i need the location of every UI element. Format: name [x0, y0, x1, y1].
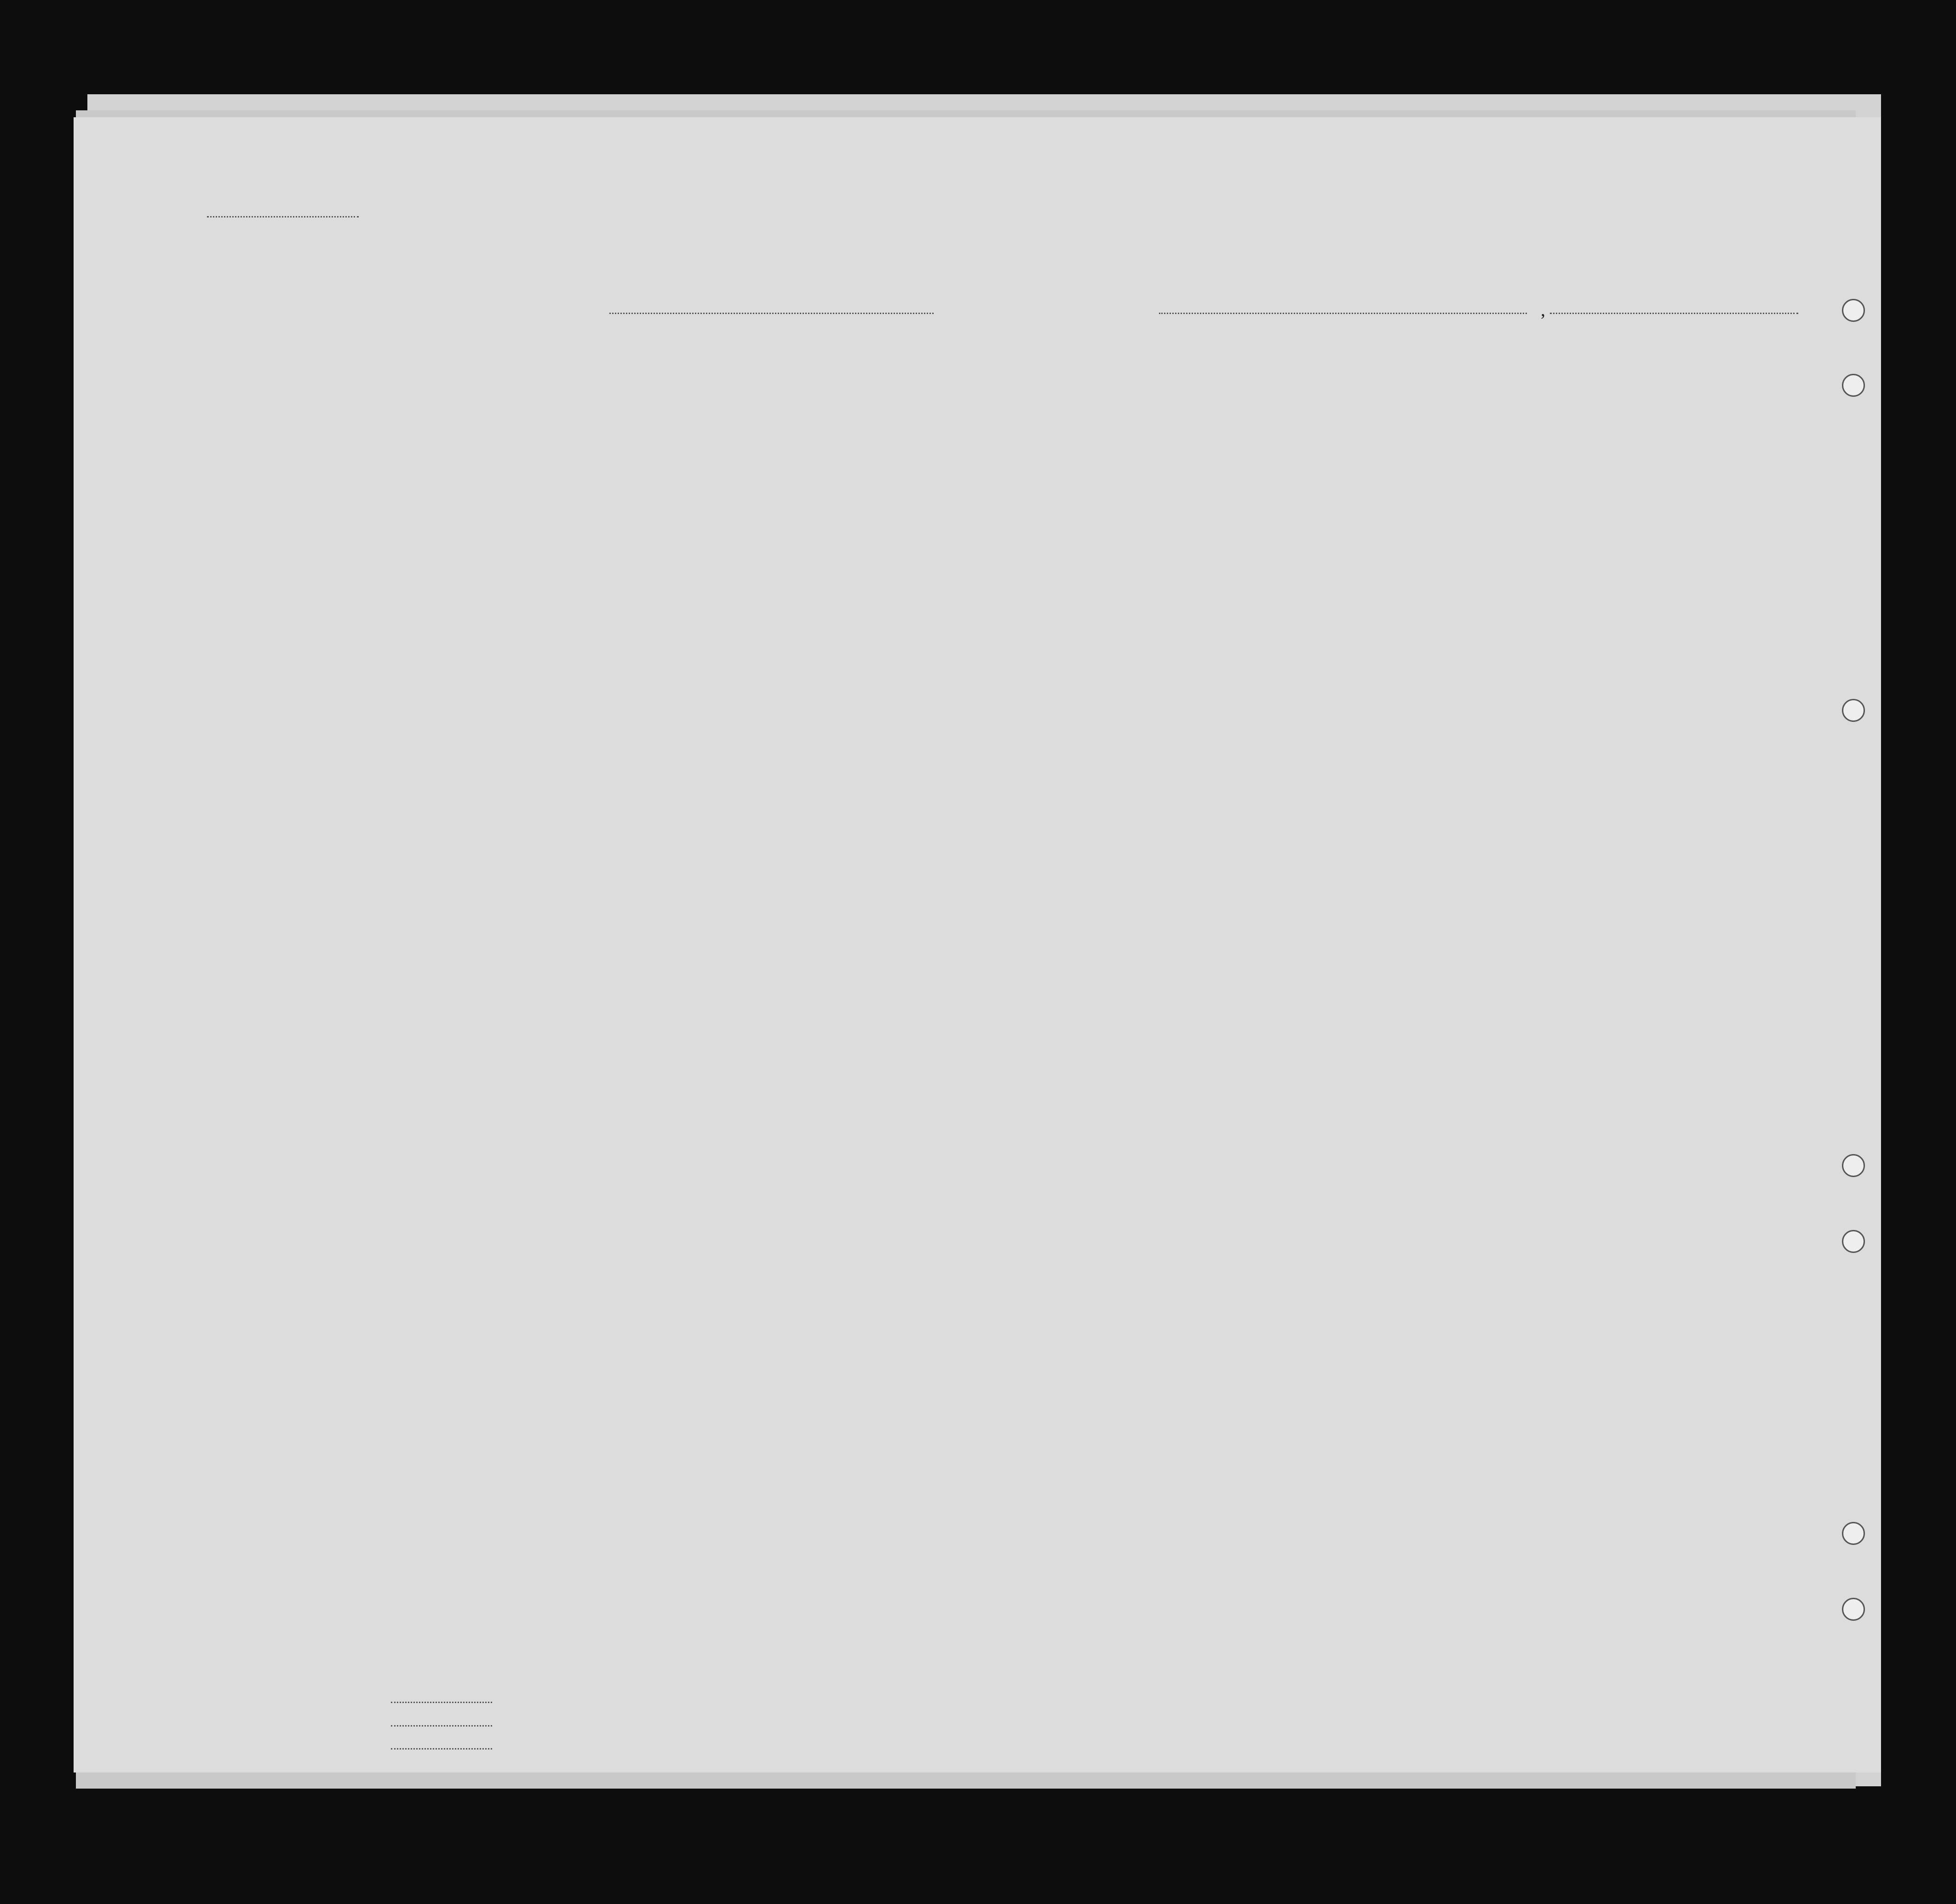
binding-hole [1842, 1154, 1865, 1177]
manifest-sheet [74, 117, 1881, 1772]
footer-citizens-line [391, 1725, 492, 1727]
footer-total-line [391, 1702, 492, 1703]
binding-hole [1842, 1230, 1865, 1253]
binding-hole [1842, 374, 1865, 397]
comma: , [1541, 299, 1545, 320]
binding-hole [1842, 299, 1865, 322]
binding-hole [1842, 1598, 1865, 1621]
binding-hole [1842, 699, 1865, 722]
binding-hole [1842, 1522, 1865, 1545]
manifest-table-grid [74, 117, 1881, 1772]
footer-aliens-line [391, 1748, 492, 1750]
